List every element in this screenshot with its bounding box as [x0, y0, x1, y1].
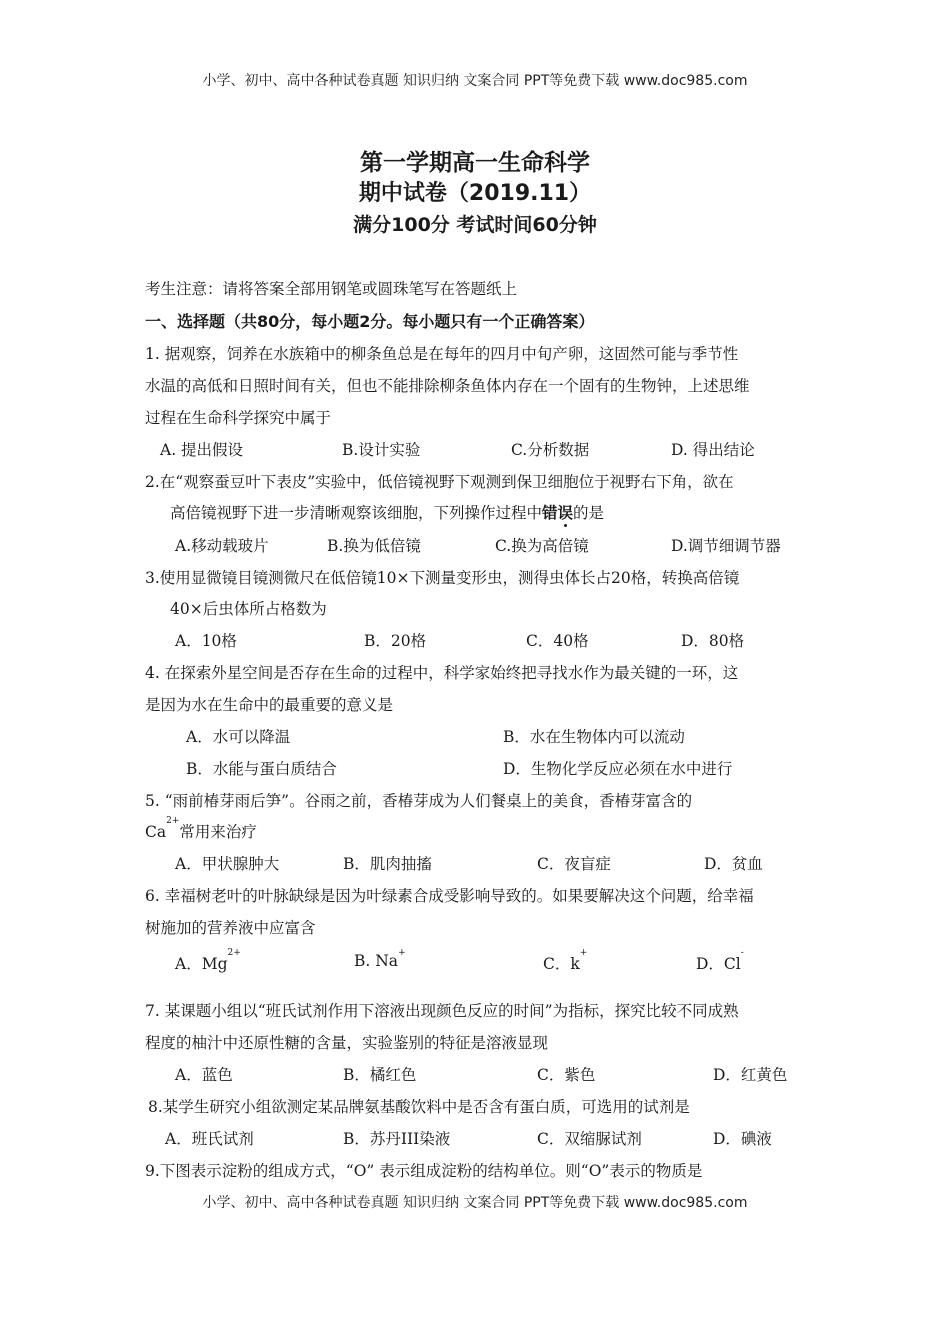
- question-2-line2-end: 的是: [573, 504, 605, 522]
- question-7-option-b: B．橘红色: [343, 1066, 417, 1084]
- question-2-emphasis: [542, 503, 573, 522]
- question-6-option-d: [696, 948, 744, 974]
- option-c-text: C．k: [543, 955, 580, 973]
- question-3-line1: 3.使用显微镜目镜测微尺在低倍镜10×下测量变形虫，测得虫体长占20格，转换高倍镜: [145, 569, 740, 587]
- question-2-line2-text: 高倍镜视野下进一步清晰观察该细胞，下列操作过程中: [170, 504, 543, 522]
- question-3-option-d: D．80格: [681, 632, 745, 650]
- emphasis-char-1: 错: [542, 503, 558, 522]
- question-4-option-b: B．水在生物体内可以流动: [503, 728, 685, 746]
- question-8-option-d: D．碘液: [713, 1130, 772, 1148]
- question-7-option-a: A．蓝色: [175, 1066, 233, 1084]
- question-7-line1: 7. 某课题小组以“班氏试剂作用下溶液出现颜色反应的时间”为指标，探究比较不同成熟: [145, 1002, 739, 1020]
- question-5-option-d: D．贫血: [704, 855, 763, 873]
- option-d-text: D．Cl: [696, 955, 741, 973]
- question-4-option-a: A．水可以降温: [186, 728, 291, 746]
- question-2-line2: [170, 501, 604, 523]
- question-6-line1: 6. 幸福树老叶的叶脉缺绿是因为叶绿素合成受影响导致的。如果要解决这个问题，给幸福: [145, 887, 754, 905]
- option-d-charge: -: [740, 948, 744, 958]
- question-2-line1: 2.在“观察蚕豆叶下表皮”实验中，低倍镜视野下观测到保卫细胞位于视野右下角，欲在: [145, 473, 734, 491]
- emphasis-char-2: 误: [557, 503, 574, 522]
- exam-title-line2: 期中试卷（2019.11）: [358, 181, 592, 206]
- question-9-line1: 9.下图表示淀粉的组成方式，“O” 表示组成淀粉的结构单位。则“O”表示的物质是: [145, 1162, 703, 1180]
- question-8-option-b: B．苏丹III染液: [343, 1130, 451, 1148]
- question-3-option-b: B．20格: [364, 632, 427, 650]
- candidate-notice: 考生注意：请将答案全部用钢笔或圆珠笔写在答题纸上: [145, 280, 518, 298]
- question-2-option-c: C.换为高倍镜: [495, 537, 589, 555]
- question-1-option-a: A. 提出假设: [160, 441, 244, 459]
- question-8-option-c: C．双缩脲试剂: [537, 1130, 642, 1148]
- question-4-line2: 是因为水在生命中的最重要的意义是: [145, 696, 394, 714]
- option-c-charge: +: [579, 948, 588, 958]
- question-1-option-d: D. 得出结论: [671, 441, 755, 459]
- question-2-option-d: D.调节细调节器: [671, 537, 781, 555]
- question-5-option-a: A．甲状腺肿大: [175, 855, 280, 873]
- question-8-line1: 8.某学生研究小组欲测定某品牌氨基酸饮料中是否含有蛋白质，可选用的试剂是: [148, 1098, 690, 1116]
- exam-title-line1: 第一学期高一生命科学: [360, 150, 590, 176]
- option-a-text: A．Mg: [175, 955, 228, 973]
- header-banner: 小学、初中、高中各种试卷真题 知识归纳 文案合同 PPT等免费下载 www.doc985.com: [202, 73, 748, 89]
- option-b-charge: +: [398, 948, 406, 958]
- question-6-option-b: [354, 948, 406, 970]
- question-1-option-b: B.设计实验: [342, 441, 421, 459]
- question-8-option-a: A．班氏试剂: [165, 1130, 254, 1148]
- question-5-option-c: C．夜盲症: [537, 855, 611, 873]
- question-1-option-c: C.分析数据: [511, 441, 590, 459]
- question-6-option-a: [175, 948, 241, 974]
- option-a-charge: 2+: [227, 948, 241, 958]
- question-1-line2: 水温的高低和日照时间有关，但也不能排除柳条鱼体内存在一个固有的生物钟，上述思维: [145, 377, 750, 395]
- question-2-option-b: B.换为低倍镜: [327, 537, 421, 555]
- footer-banner: 小学、初中、高中各种试卷真题 知识归纳 文案合同 PPT等免费下载 www.doc985.com: [202, 1195, 748, 1211]
- calcium-charge: 2+: [166, 816, 180, 826]
- question-1-line3: 过程在生命科学探究中属于: [145, 409, 332, 427]
- section-heading: 一、选择题（共80分，每小题2分。每小题只有一个正确答案）: [145, 312, 595, 331]
- question-1-line1: 1. 据观察，饲养在水族箱中的柳条鱼总是在每年的四月中旬产卵，这固然可能与季节性: [145, 345, 739, 363]
- question-5-line2: [145, 816, 257, 842]
- question-7-option-c: C．紫色: [537, 1066, 596, 1084]
- exam-title-line3: 满分100分 考试时间60分钟: [353, 214, 597, 236]
- option-b-text: B. Na: [354, 952, 399, 970]
- question-5-line1: 5. “雨前椿芽雨后笋”。谷雨之前，香椿芽成为人们餐桌上的美食，香椿芽富含的: [145, 792, 693, 810]
- question-3-option-a: A．10格: [175, 632, 237, 650]
- question-6-option-c: [543, 948, 588, 974]
- question-5-option-b: B．肌肉抽搐: [343, 855, 432, 873]
- question-3-line2: 40×后虫体所占格数为: [170, 600, 327, 618]
- question-5-line2-text: 常用来治疗: [179, 823, 257, 841]
- question-4-line1: 4. 在探索外星空间是否存在生命的过程中，科学家始终把寻找水作为最关键的一环，这: [145, 664, 739, 682]
- question-2-option-a: A.移动载玻片: [175, 537, 269, 555]
- question-4-option-c: B．水能与蛋白质结合: [186, 760, 337, 778]
- question-4-option-d: D．生物化学反应必须在水中进行: [503, 760, 733, 778]
- question-7-line2: 程度的柚汁中还原性糖的含量，实验鉴别的特征是溶液显现: [145, 1034, 549, 1052]
- question-3-option-c: C．40格: [526, 632, 589, 650]
- question-7-option-d: D．红黄色: [713, 1066, 788, 1084]
- question-6-line2: 树施加的营养液中应富含: [145, 919, 316, 937]
- calcium-ion: Ca: [145, 823, 167, 841]
